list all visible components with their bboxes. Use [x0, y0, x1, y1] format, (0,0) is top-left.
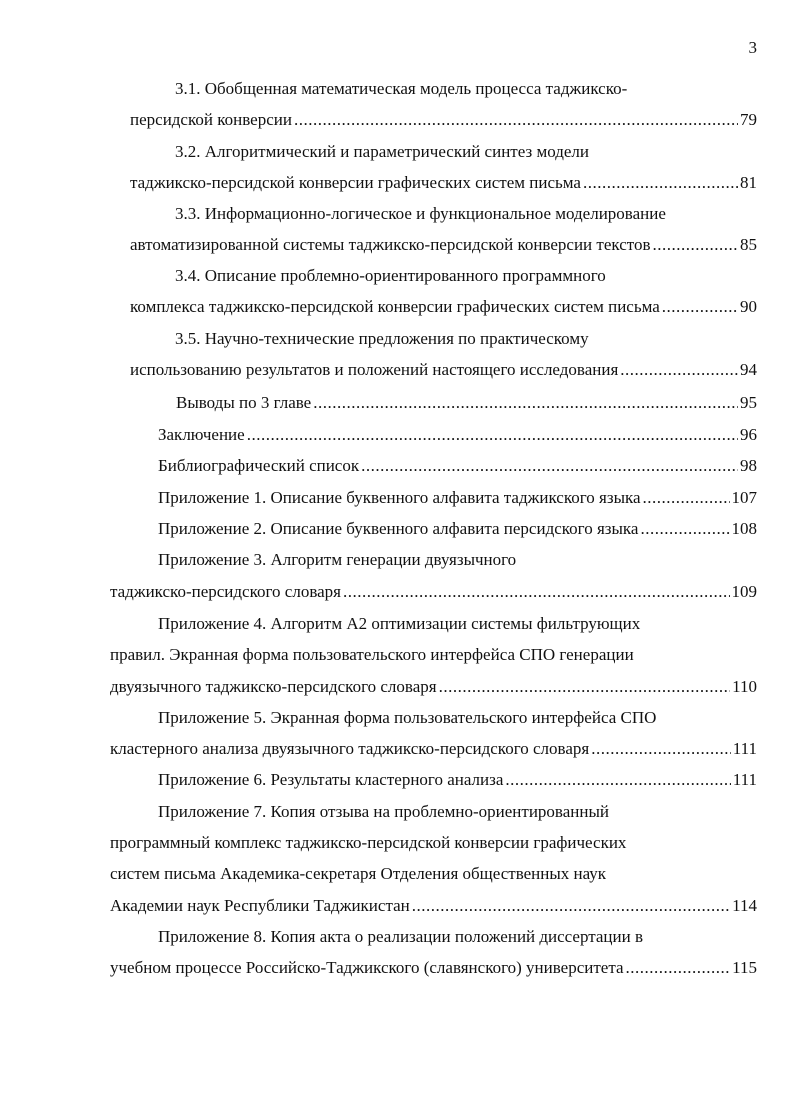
dot-leader	[662, 297, 738, 317]
toc-entry[interactable]	[158, 770, 757, 790]
toc-page-number: 94	[740, 360, 757, 379]
toc-entry[interactable]	[158, 456, 757, 476]
toc-entry-title: Академии наук Республики Таджикистан	[110, 896, 410, 915]
toc-entry-title: таджикско-персидского словаря	[110, 582, 341, 601]
toc-entry-title: использованию результатов и положений настоящего исследования	[130, 360, 619, 379]
toc-line: правил. Экранная форма пользовательского интерфейса СПО генерации	[110, 645, 634, 664]
toc-line: 3.3. Информационно-логическое и функциональное моделирование	[175, 204, 666, 223]
toc-page-number: 96	[740, 425, 757, 444]
toc-entry-title: Приложение 6. Результаты кластерного анализа	[158, 770, 504, 789]
toc-line: Приложение 7. Копия отзыва на проблемно-ориентированный	[158, 802, 609, 821]
dot-leader	[620, 360, 738, 380]
toc-page-number: 107	[731, 488, 757, 507]
dot-leader	[294, 110, 738, 130]
dot-leader	[412, 896, 730, 916]
page-number: 3	[748, 38, 757, 57]
toc-entry[interactable]	[130, 360, 757, 380]
toc-entry-title: Выводы по 3 главе	[176, 393, 312, 412]
toc-page-number: 111	[732, 770, 757, 789]
toc-entry-title: учебном процессе Российско-Таджикского (славянского) университета	[110, 958, 624, 977]
toc-entry-title: Заключение	[158, 425, 245, 444]
toc-page-number: 111	[732, 739, 757, 758]
toc-entry-title: комплекса таджикско-персидской конверсии графических систем письма	[130, 297, 660, 316]
toc-entry[interactable]	[130, 173, 757, 193]
dot-leader	[505, 770, 730, 790]
toc-line: 3.5. Научно-технические предложения по практическому	[175, 329, 589, 348]
toc-entry[interactable]	[158, 519, 757, 539]
dot-leader	[439, 677, 731, 697]
dot-leader	[583, 173, 738, 193]
toc-entry[interactable]	[176, 393, 757, 413]
toc-line: 3.4. Описание проблемно-ориентированного программного	[175, 266, 606, 285]
toc-line: 3.2. Алгоритмический и параметрический синтез модели	[175, 142, 589, 161]
dot-leader	[247, 425, 738, 445]
dot-leader	[361, 456, 738, 476]
toc-entry-title: таджикско-персидской конверсии графических систем письма	[130, 173, 581, 192]
toc-entry[interactable]	[110, 896, 757, 916]
toc-page-number: 95	[740, 393, 757, 412]
dot-leader	[313, 393, 738, 413]
toc-line: Приложение 5. Экранная форма пользовательского интерфейса СПО	[158, 708, 657, 727]
dot-leader	[343, 582, 730, 602]
toc-page-number: 108	[731, 519, 757, 538]
toc-page-number: 98	[740, 456, 757, 475]
toc-line: Приложение 3. Алгоритм генерации двуязычного	[158, 550, 517, 569]
toc-line: программный комплекс таджикско-персидской конверсии графических	[110, 833, 627, 852]
toc-page-number: 79	[740, 110, 757, 129]
dot-leader	[643, 488, 730, 508]
toc-entry[interactable]	[130, 297, 757, 317]
toc-entry-title: кластерного анализа двуязычного таджикско-персидского словаря	[110, 739, 590, 758]
toc-page-number: 90	[740, 297, 757, 316]
toc-entry[interactable]	[110, 582, 757, 602]
toc-line: Приложение 8. Копия акта о реализации положений диссертации в	[158, 927, 644, 946]
toc-line: Приложение 4. Алгоритм А2 оптимизации системы фильтрующих	[158, 614, 641, 633]
dot-leader	[626, 958, 731, 978]
toc-page-number: 109	[731, 582, 757, 601]
toc-page-number: 81	[740, 173, 757, 192]
toc-page-number: 85	[740, 235, 757, 254]
toc-line: систем письма Академика-секретаря Отделения общественных наук	[110, 864, 607, 883]
toc-entry-title: персидской конверсии	[130, 110, 292, 129]
toc-page-number: 115	[732, 958, 757, 977]
toc-entry[interactable]	[130, 235, 757, 255]
toc-entry[interactable]	[158, 425, 757, 445]
toc-entry[interactable]	[110, 677, 757, 697]
toc-entry[interactable]	[130, 110, 757, 130]
toc-page-number: 114	[732, 896, 757, 915]
toc-entry-title: двуязычного таджикско-персидского словаря	[110, 677, 437, 696]
dot-leader	[652, 235, 738, 255]
toc-entry[interactable]	[158, 488, 757, 508]
toc-entry-title: Приложение 2. Описание буквенного алфавита персидского языка	[158, 519, 639, 538]
toc-page-number: 110	[732, 677, 757, 696]
toc-entry[interactable]	[110, 958, 757, 978]
toc-entry-title: Приложение 1. Описание буквенного алфавита таджикского языка	[158, 488, 641, 507]
toc-entry-title: Библиографический список	[158, 456, 360, 475]
dot-leader	[591, 739, 731, 759]
dot-leader	[640, 519, 729, 539]
toc-line: 3.1. Обобщенная математическая модель процесса таджикско-	[175, 79, 628, 98]
toc-entry[interactable]	[110, 739, 757, 759]
toc-entry-title: автоматизированной системы таджикско-персидской конверсии текстов	[130, 235, 651, 254]
